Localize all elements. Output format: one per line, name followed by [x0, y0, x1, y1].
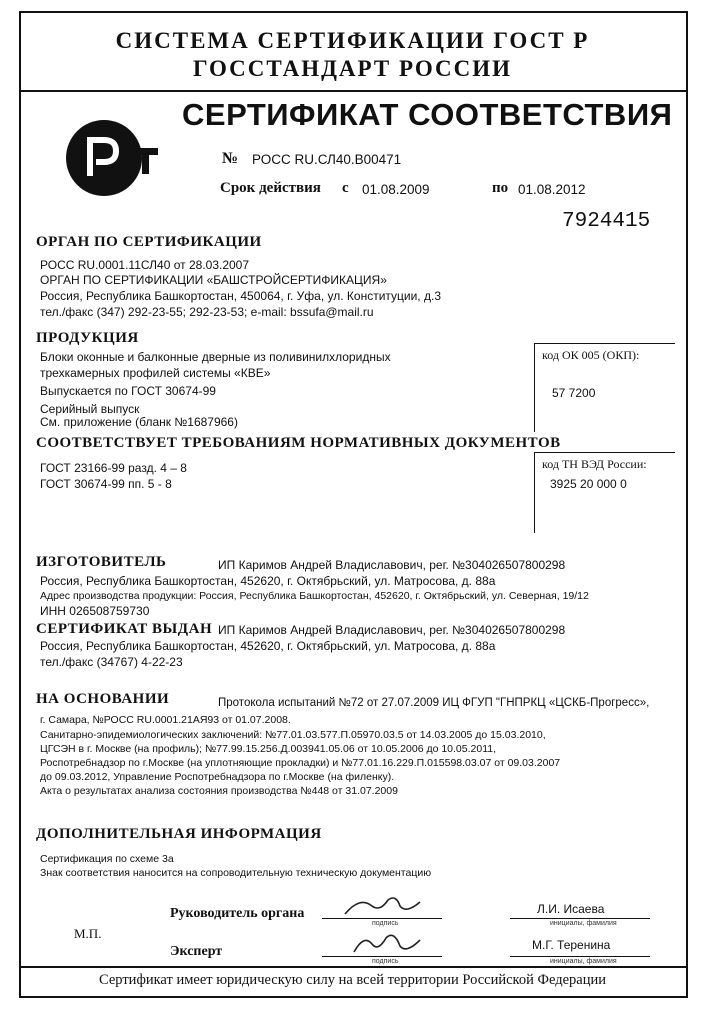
issued-line: Россия, Республика Башкортостан, 452620, г. Октябрьский, ул. Матросова, д. 88а: [40, 639, 496, 653]
expert-label: Эксперт: [170, 944, 223, 959]
conformity-line: ГОСТ 30674-99 пп. 5 - 8: [40, 477, 172, 491]
expert-signature-caption: подпись: [372, 958, 399, 965]
basis-line: Акта о результатах анализа состояния производства №448 от 31.07.2009: [40, 785, 398, 797]
head-handwritten-signature: [340, 892, 430, 920]
expert-name-line: [510, 956, 650, 957]
basis-heading: НА ОСНОВАНИИ: [36, 691, 170, 707]
footer-divider: [19, 966, 688, 968]
conformity-line: ГОСТ 23166-99 разд. 4 – 8: [40, 461, 187, 475]
expert-name-caption: инициалы, фамилия: [550, 958, 617, 965]
organ-line: тел./факс (347) 292-23-55; 292-23-53; e-mail: bssufa@mail.ru: [40, 305, 374, 319]
additional-line: Сертификация по схеме 3а: [40, 853, 174, 865]
manufacturer-line: ИНН 026508759730: [40, 604, 150, 618]
head-name-line: [510, 918, 650, 919]
head-signature-caption: подпись: [372, 920, 399, 927]
tnved-code-value: 3925 20 000 0: [550, 477, 627, 491]
validity-from-label: с: [342, 180, 349, 196]
validity-to: 01.08.2012: [518, 182, 586, 197]
validity-label: Срок действия: [220, 180, 321, 196]
issued-line: тел./факс (34767) 4-22-23: [40, 655, 183, 669]
additional-line: Знак соответствия наносится на сопроводительную техническую документацию: [40, 867, 432, 879]
organ-line: Россия, Республика Башкортостан, 450064, г. Уфа, ул. Конституции, д.3: [40, 289, 441, 303]
header-divider: [19, 90, 688, 92]
number-sign: №: [222, 150, 239, 167]
organ-line: ОРГАН ПО СЕРТИФИКАЦИИ «БАШСТРОЙСЕРТИФИКАЦИЯ»: [40, 273, 387, 287]
expert-name: М.Г. Теренина: [532, 938, 611, 952]
manufacturer-line: Россия, Республика Башкортостан, 452620, г. Октябрьский, ул. Матросова, д. 88а: [40, 574, 496, 588]
organ-line: РОСС RU.0001.11СЛ40 от 28.03.2007: [40, 258, 250, 272]
basis-line: Санитарно-эпидемиологических заключений: №77.01.03.577.П.05970.03.5 от 14.03.2005 до 15.03.2010,: [40, 729, 546, 741]
certificate-title: СЕРТИФИКАТ СООТВЕТСТВИЯ: [182, 97, 673, 132]
basis-first-line: Протокола испытаний №72 от 27.07.2009 ИЦ ФГУП "ГНПРКЦ «ЦСКБ-Прогресс»,: [218, 697, 650, 709]
issued-heading: СЕРТИФИКАТ ВЫДАН: [36, 621, 213, 637]
basis-line: до 09.03.2012, Управление Роспотребнадзора по г.Москве (на филенку).: [40, 771, 395, 783]
header-line-2: ГОССТАНДАРТ РОССИИ: [192, 56, 513, 81]
additional-heading: ДОПОЛНИТЕЛЬНАЯ ИНФОРМАЦИЯ: [36, 826, 322, 842]
head-name-caption: инициалы, фамилия: [550, 920, 617, 927]
validity-to-label: по: [492, 180, 509, 196]
issued-name: ИП Каримов Андрей Владиславович, рег. №304026507800298: [218, 623, 566, 637]
basis-line: г. Самара, №РОСС RU.0001.21АЯ93 от 01.07.2008.: [40, 714, 291, 726]
expert-handwritten-signature: [350, 928, 430, 958]
tnved-code-label: код ТН ВЭД России:: [542, 457, 647, 471]
basis-line: Роспотребнадзор по г.Москве (на уплотняющие прокладки) и №77.01.16.229.П.015598.03.07 от 09.03.2007: [40, 757, 561, 769]
header-line-1: СИСТЕМА СЕРТИФИКАЦИИ ГОСТ Р: [115, 28, 590, 53]
manufacturer-name: ИП Каримов Андрей Владиславович, рег. №304026507800298: [218, 558, 566, 572]
product-line: Блоки оконные и балконные дверные из поливинилхлоридных: [40, 350, 391, 364]
pct-logo: [64, 118, 160, 198]
head-label: Руководитель органа: [170, 906, 305, 921]
manufacturer-heading: ИЗГОТОВИТЕЛЬ: [36, 554, 167, 570]
certificate-number: РОСС RU.СЛ40.В00471: [252, 152, 402, 167]
validity-from: 01.08.2009: [362, 182, 430, 197]
footer-text: Сертификат имеет юридическую силу на всей территории Российской Федерации: [99, 972, 606, 988]
manufacturer-line: Адрес производства продукции: Россия, Республика Башкортостан, 452620, г. Октябрьский, ул. Северная, 19/12: [40, 590, 589, 602]
stamp-place-label: М.П.: [74, 926, 102, 941]
basis-line: ЦГСЭН в г. Москве (на профиль); №77.99.15.256.Д.003941.05.06 от 10.05.2006 до 10.05.2011,: [40, 743, 497, 755]
product-heading: ПРОДУКЦИЯ: [36, 330, 139, 346]
okp-code-value: 57 7200: [552, 386, 596, 400]
product-line: Серийный выпуск: [40, 402, 140, 416]
okp-code-label: код ОК 005 (ОКП):: [542, 348, 640, 362]
product-line: трехкамерных профилей системы «КВЕ»: [40, 366, 271, 380]
product-line: Выпускается по ГОСТ 30674-99: [40, 384, 216, 398]
blank-number: 7924415: [562, 210, 651, 233]
organ-heading: ОРГАН ПО СЕРТИФИКАЦИИ: [36, 234, 262, 250]
head-name: Л.И. Исаева: [537, 902, 605, 916]
product-line: См. приложение (бланк №1687966): [40, 415, 238, 429]
conformity-heading: СООТВЕТСТВУЕТ ТРЕБОВАНИЯМ НОРМАТИВНЫХ ДОКУМЕНТОВ: [36, 435, 561, 451]
